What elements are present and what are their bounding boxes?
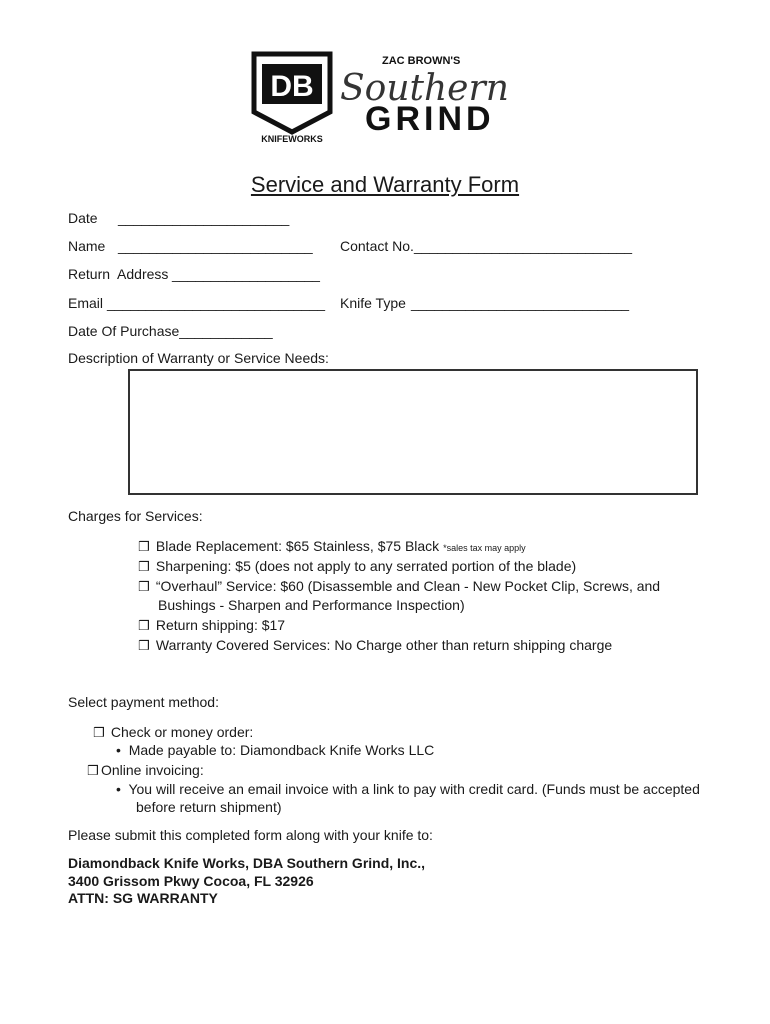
charge-item-text: Warranty Covered Services: No Charge other than return shipping charge (155, 637, 613, 653)
submit-instruction: Please submit this completed form along with your knife to: (68, 827, 433, 843)
charge-item-text: Sharpening: $5 (does not apply to any serrated portion of the blade) (155, 558, 577, 574)
charge-item-text: Blade Replacement: $65 Stainless, $75 Black (155, 538, 440, 554)
address-line-3: ATTN: SG WARRANTY (68, 890, 218, 906)
return-address-label: Return Address (68, 266, 169, 282)
knife-type-field[interactable]: ____________________________ (411, 295, 630, 311)
contact-label: Contact No. (340, 238, 414, 254)
bullet-icon: • (116, 742, 121, 758)
contact-field[interactable]: ____________________________ (414, 238, 633, 254)
payment-option-check (93, 724, 253, 741)
date-label: Date (68, 210, 98, 226)
payment-detail (116, 781, 700, 797)
date-of-purchase-field[interactable]: ____________ (179, 323, 273, 339)
checkbox-icon[interactable]: ❒ (138, 559, 150, 574)
charge-item (138, 558, 576, 575)
name-label: Name (68, 238, 106, 254)
charge-item (138, 538, 526, 555)
payment-option-label: Online invoicing: (101, 762, 204, 778)
checkbox-icon[interactable]: ❒ (87, 763, 99, 778)
charge-item (138, 637, 612, 654)
date-of-purchase-label (68, 323, 273, 339)
bullet-icon: • (116, 781, 121, 797)
payment-detail-continuation: before return shipment) (136, 799, 282, 815)
checkbox-icon[interactable]: ❒ (138, 539, 150, 554)
address-line-1: Diamondback Knife Works, DBA Southern Grind, Inc., (68, 855, 426, 871)
return-address-field[interactable]: ___________________ (172, 266, 320, 282)
checkbox-icon[interactable]: ❒ (138, 579, 150, 594)
payment-option-online (87, 762, 204, 779)
charge-item (138, 617, 285, 634)
checkbox-icon[interactable]: ❒ (93, 725, 105, 740)
address-line-2: 3400 Grissom Pkwy Cocoa, FL 32926 (68, 873, 314, 889)
description-textbox[interactable] (128, 369, 698, 495)
knife-type-label: Knife Type (340, 295, 406, 311)
sg-bottom-text: GRIND (365, 100, 495, 138)
checkbox-icon[interactable]: ❒ (138, 618, 150, 633)
knifeworks-caption: KNIFEWORKS (261, 134, 323, 144)
charges-heading: Charges for Services: (68, 508, 203, 524)
form-title: Service and Warranty Form (250, 172, 520, 197)
email-field[interactable]: ____________________________ (107, 295, 326, 311)
charge-item-text: Return shipping: $17 (155, 617, 286, 633)
db-mark-text: DB (270, 70, 314, 103)
checkbox-icon[interactable]: ❒ (138, 638, 150, 653)
name-field[interactable]: _________________________ (118, 238, 313, 254)
payment-option-label: Check or money order: (110, 724, 254, 740)
payment-detail (116, 742, 434, 758)
description-label: Description of Warranty or Service Needs: (68, 350, 329, 366)
southern-grind-logo (330, 50, 520, 140)
date-field[interactable]: ______________________ (118, 210, 290, 226)
sg-script-text: Southern (340, 68, 509, 109)
email-label: Email (68, 295, 104, 311)
date-of-purchase-label-text: Date Of Purchase (68, 323, 180, 339)
charge-item (138, 578, 660, 595)
charge-item-continuation: Bushings - Sharpen and Performance Inspection) (158, 597, 465, 613)
charge-item-text: “Overhaul” Service: $60 (Disassemble and Clean - New Pocket Clip, Screws, and (155, 578, 661, 594)
payment-detail-text: Made payable to: Diamondback Knife Works LLC (128, 742, 435, 758)
payment-detail-text: You will receive an email invoice with a link to pay with credit card. (Funds must be accepted (128, 781, 700, 797)
payment-heading: Select payment method: (68, 694, 219, 710)
sg-top-text: ZAC BROWN'S (382, 55, 461, 67)
diamondback-knifeworks-logo (250, 50, 334, 146)
sales-tax-note: *sales tax may apply (443, 543, 526, 553)
